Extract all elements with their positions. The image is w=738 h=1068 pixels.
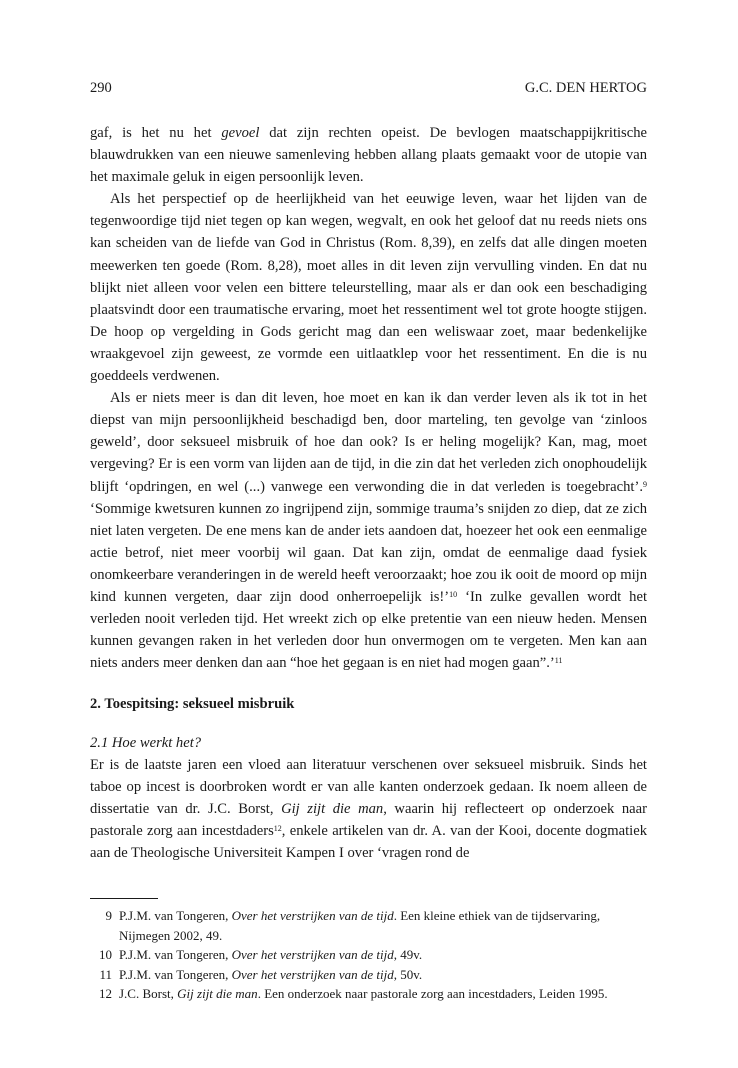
footnote-number: 11 <box>99 966 112 982</box>
footnote <box>90 984 647 1004</box>
footnote-ref-10[interactable]: 10 <box>449 589 458 599</box>
paragraph-3: Als er niets meer is dan dit leven, hoe moet en kan ik dan verder leven als ik tot in het diepst van mijn persoonlijkheid beschadigd ben, door marteling, ten gevolge van ‘zinloos geweld’, door seksueel misbruik of hoe dan ook? Is er heling mogelijk? Kan, mag, moet vergeving? Er is een vorm van lijden aan de tijd, in die zin dat het verleden zich onophoudelijk blijft ‘opdringen, en wel (...) vanwege een verwonding die in dat verleden is toegebracht’.$^9$ ‘Sommige kwetsuren kunnen zo ingrijpend zijn, sommige trauma’s snijden zo diep, dat ze zich niet laten vergeten. De ene mens kan de ander iets aandoen dat, hoezeer het ook een eenmalige actie betrof, niet meer voorbij wil gaan. Dat kan zijn, omdat de eenmalige daad fysiek onomkeerbare veranderingen in de wereld heeft veroorzaakt; hoe zou ik ooit de moord op mijn kind kunnen vergeten, daar zijn dood onherroepelijk is!’$^{10}$ ‘In zulke gevallen wordt het verleden nooit verleden tijd. Het wreekt zich op elke pretentie van een nieuw heden. Mensen kunnen gevangen raken in het verleden door hun onvermogen om te vergeten. Men kan aan niets anders meer denken dan aan “hoe het gegaan is en niet had mogen gaan”.’$^{11}$ <box>90 390 647 672</box>
footnote-number: 9 <box>105 908 112 923</box>
emphasis-gevoel: gevoel <box>221 125 260 141</box>
section-heading: 2. Toespitsing: seksueel misbruik <box>90 696 295 712</box>
footnote-number: 12 <box>99 986 112 1002</box>
page-number: 290 <box>90 80 112 96</box>
footnote-ref-12[interactable]: 12 <box>273 824 282 834</box>
running-head: G.C. DEN HERTOG <box>524 80 647 96</box>
footnote-number: 10 <box>99 947 112 963</box>
footnote-text: J.C. Borst, Gij zijt die man. Een onderzoek naar pastorale zorg aan incestdaders, Leiden 1995. <box>119 986 608 1002</box>
footnote-ref-11[interactable]: 11 <box>554 656 563 666</box>
subsection-paragraph: Er is de laatste jaren een vloed aan literatuur verschenen over seksueel misbruik. Sinds het taboe op incest is doorbroken wordt er van alle kanten onderzoek gedaan. Ik noem alleen de dissertatie van dr. J.C. Borst, Gij zijt die man, waarin hij reflecteert op onderzoek naar pastorale zorg aan incestdaders$^{12}$, enkele artikelen van dr. A. van der Kooi, docente dogmatiek aan de Theologische Universiteit Kampen I over ‘vragen rond de <box>90 757 647 862</box>
footnote <box>90 906 647 945</box>
subsection-heading: 2.1 Hoe werkt het? <box>90 735 202 751</box>
footnotes <box>90 906 647 1004</box>
paragraph-1: gaf, is het nu het gevoel dat zijn rechten opeist. De bevlogen maatschappijkritische blauwdrukken van een nieuwe samenleving hebben allang plaats gemaakt voor de utopie van het maximale geluk in eigen persoonlijk leven. <box>90 125 647 186</box>
page-header <box>90 80 647 97</box>
footnote-text: P.J.M. van Tongeren, Over het verstrijken van de tijd. Een kleine ethiek van de tijdservaring, Nijmegen 2002, 49. <box>119 908 601 943</box>
footnote-ref-9[interactable]: 9 <box>643 479 647 489</box>
subsection <box>90 732 647 865</box>
footnote-text: P.J.M. van Tongeren, Over het verstrijken van de tijd, 49v. <box>119 947 423 963</box>
book-title: Gij zijt die man <box>281 801 384 818</box>
footnote <box>90 945 647 965</box>
body-text <box>90 122 647 674</box>
footnote <box>90 965 647 985</box>
footnote-text: P.J.M. van Tongeren, Over het verstrijken van de tijd, 50v. <box>119 966 423 982</box>
paragraph-2: Als het perspectief op de heerlijkheid van het eeuwige leven, waar het lijden van de tegenwoordige tijd niet tegen op kan wegen, wegvalt, en ook het geloof dat nu reeds niets ons kan scheiden van de liefde van God in Christus (Rom. 8,39), en zelfs dat alle dingen moeten meewerken ten goede (Rom. 8,28), moet alles in dit leven zijn vervulling vinden. En dat nu blijkt niet alleen voor velen een bittere teleurstelling, maar als er dan ook een beschadiging plaatsvindt door een traumatische ervaring, moet het ressentiment wel tot grote hoogte stijgen. De hoop op vergelding in Gods gericht mag dan een weliswaar zoet, maar bedenkelijke wraakgevoel zijn geweest, ze vormde een uitlaatklep voor het ressentiment. En die is nu goeddeels verdwenen. <box>90 191 647 385</box>
footnote-divider <box>90 898 158 899</box>
